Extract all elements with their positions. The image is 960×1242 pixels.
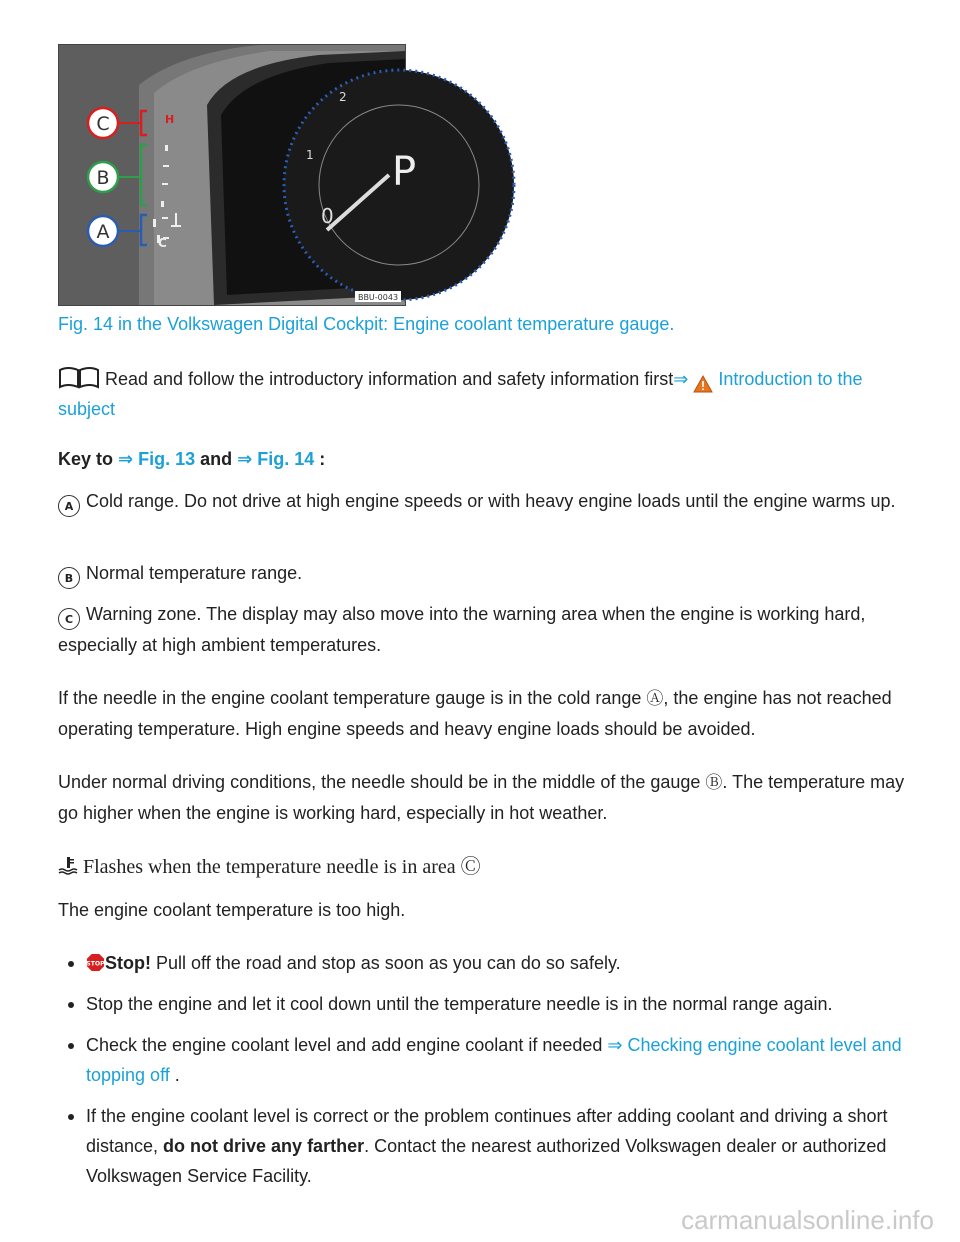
marker-a: A (96, 221, 110, 243)
heading-mark: Ⓒ (460, 854, 481, 878)
figure-caption: Fig. 14 in the Volkswagen Digital Cockpit: Engine coolant temperature gauge. (58, 314, 675, 334)
para2-before: Under normal driving conditions, the needle should be in the middle of the gauge (58, 772, 706, 792)
bullet1-text: Pull off the road and stop as soon as you can do so safely. (150, 953, 621, 973)
warning-heading (58, 850, 481, 879)
key-label: Key to (58, 449, 119, 469)
coolant-gauge-figure (58, 44, 417, 306)
para2-mark: Ⓑ (705, 773, 723, 793)
book-icon (58, 366, 100, 388)
dial-number-0: 0 (321, 204, 334, 228)
fig13-link[interactable]: ⇒ Fig. 13 (118, 449, 196, 469)
bullet3-text: Check the engine coolant level and add engine coolant if needed (86, 1035, 608, 1055)
svg-text:STOP: STOP (86, 960, 105, 968)
too-high-paragraph: The engine coolant temperature is too high. (58, 900, 406, 920)
bullet4-after: . Contact the nearest authorized Volkswagen dealer or authorized Volkswagen Service Facility. (86, 1136, 887, 1186)
warning-triangle-icon (693, 375, 713, 393)
key-item-b (58, 558, 908, 589)
bullet2-text: Stop the engine and let it cool down until the temperature needle is in the normal range again. (86, 994, 833, 1014)
para1-before: If the needle in the engine coolant temperature gauge is in the cold range (58, 688, 647, 708)
stop-label: Stop! (105, 953, 151, 973)
badge-c: C (58, 608, 80, 630)
marker-c: C (96, 113, 110, 135)
figure-code: BBU-0043 (357, 293, 399, 302)
heading-text: Flashes when the temperature needle is in area (78, 856, 461, 878)
checking-coolant-link[interactable]: ⇒ Checking engine coolant level and topping off (86, 1035, 902, 1085)
intro-arrow[interactable]: ⇒ (673, 369, 689, 389)
list-item (86, 948, 936, 978)
intro-link[interactable]: Introduction to the subject (58, 369, 863, 419)
bullet4-bold: do not drive any farther (163, 1136, 365, 1156)
intro-paragraph (58, 364, 908, 424)
normal-range-paragraph (58, 767, 908, 828)
key-line (58, 444, 908, 474)
key-and: and (195, 449, 238, 469)
bullet3-end: . (169, 1065, 180, 1085)
list-item (86, 1101, 936, 1191)
key-item-a-text: Cold range. Do not drive at high engine speeds or with heavy engine loads until the engine warms up. (86, 491, 896, 511)
para2-after: . The temperature may go higher when the engine is working hard, especially in hot weather. (58, 772, 905, 823)
bullet4-before: If the engine coolant level is correct or the problem continues after adding coolant and driving a short distance, (86, 1106, 888, 1156)
key-item-b-text: Normal temperature range. (86, 563, 303, 583)
dial-number-1: 1 (306, 148, 314, 162)
badge-b: B (58, 567, 80, 589)
cockpit-illustration (59, 45, 417, 305)
intro-text: Read and follow the introductory information and safety information first (100, 369, 674, 389)
gauge-cold-label: C (158, 236, 167, 250)
gauge-hot-label: H (165, 113, 175, 126)
badge-a: A (58, 495, 80, 517)
key-colon: : (314, 449, 326, 469)
action-list (58, 948, 936, 1202)
para1-mark: Ⓐ (646, 689, 664, 709)
cold-range-paragraph (58, 683, 908, 744)
gear-indicator: P (392, 149, 417, 195)
key-item-c (58, 599, 908, 660)
coolant-temperature-icon (58, 855, 78, 875)
key-item-c-text: Warning zone. The display may also move into the warning area when the engine is working hard, especially at high ambient temperatures. (58, 604, 866, 655)
list-item (86, 1030, 936, 1090)
stop-icon (86, 953, 105, 972)
watermark: carmanualsonline.info (681, 1205, 934, 1235)
marker-b: B (96, 167, 110, 189)
fig14-link[interactable]: ⇒ Fig. 14 (237, 449, 315, 469)
key-item-a (58, 486, 908, 517)
list-item (86, 989, 936, 1019)
dial-number-2: 2 (339, 90, 347, 104)
para1-after: , the engine has not reached operating temperature. High engine speeds and heavy engine loads should be avoided. (58, 688, 892, 739)
